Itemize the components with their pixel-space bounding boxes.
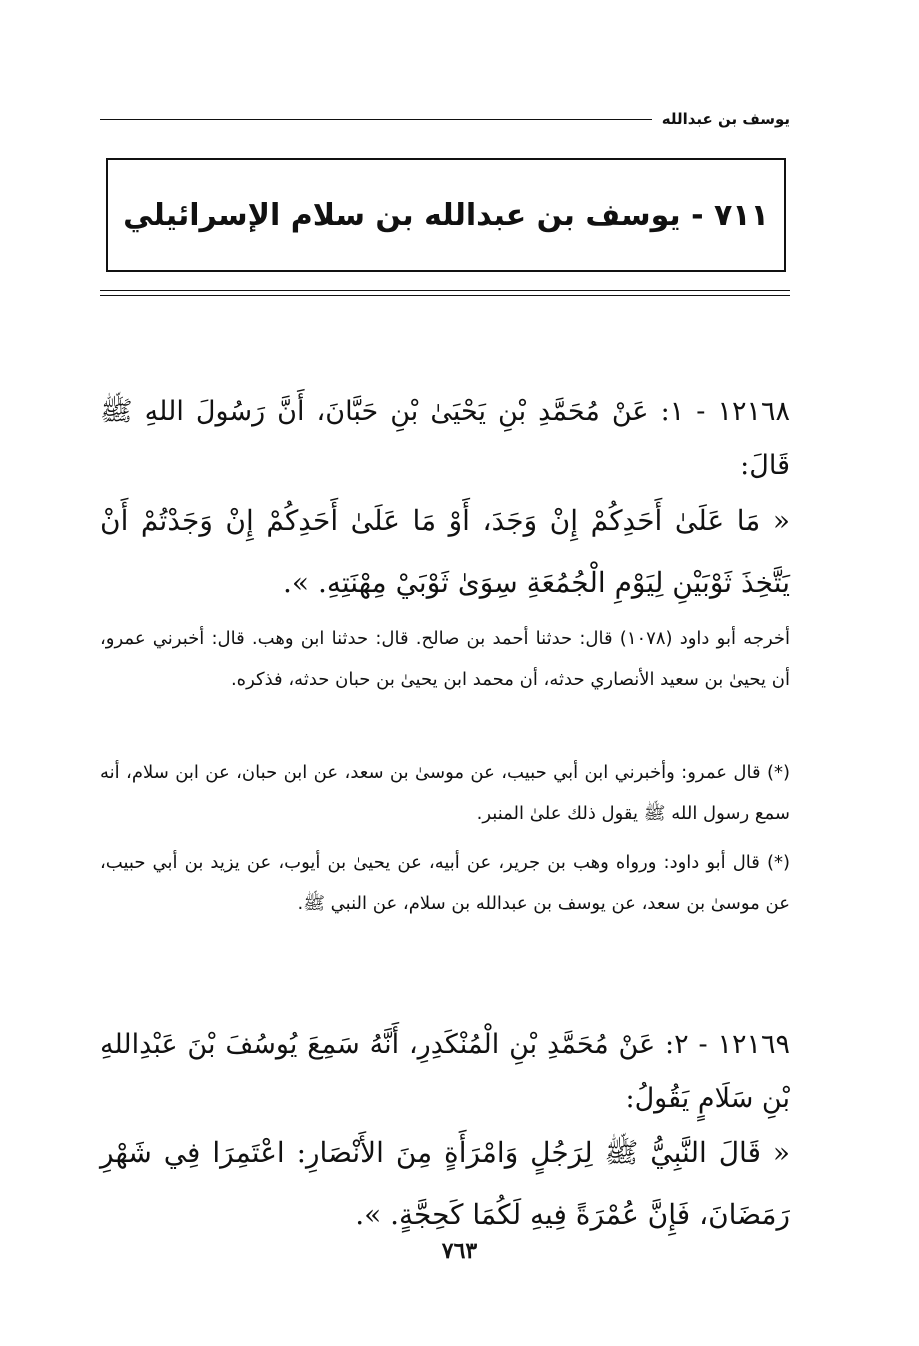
page-number: ٧٦٣ (441, 1238, 478, 1264)
chapter-title: ٧١١ - يوسف بن عبدالله بن سلام الإسرائيلي (123, 197, 769, 233)
running-title: يوسف بن عبدالله (661, 110, 790, 128)
hadith-1-isnad: ١٢١٦٨ - ١: عَنْ مُحَمَّدِ بْنِ يَحْيَىٰ بْنِ حَبَّانَ، أَنَّ رَسُولَ اللهِ ﷺ قَالَ: (100, 396, 790, 481)
running-header (100, 110, 790, 128)
hadith-2-isnad: ١٢١٦٩ - ٢: عَنْ مُحَمَّدِ بْنِ الْمُنْكَدِرِ، أَنَّهُ سَمِعَ يُوسُفَ بْنَ عَبْدِاللهِ بْنِ سَلَامٍ يَقُولُ: (100, 1029, 790, 1114)
header-rule (100, 119, 652, 120)
hadith-1-note-amr: (*) قال عمرو: وأخبرني ابن أبي حبيب، عن موسىٰ بن سعد، عن ابن حبان، عن ابن سلام، أنه سمع رسول الله ﷺ يقول ذلك علىٰ المنبر. (100, 762, 790, 824)
hadith-2-matn: « قَالَ النَّبِيُّ ﷺ لِرَجُلٍ وَامْرَأَةٍ مِنَ الأَنْصَارِ: اعْتَمِرَا فِي شَهْرِ رَمَضَانَ، فَإِنَّ عُمْرَةً فِيهِ لَكُمَا كَحِجَّةٍ. ». (100, 1136, 790, 1231)
section-divider-bottom (100, 295, 790, 296)
hadith-1-matn: « مَا عَلَىٰ أَحَدِكُمْ إِنْ وَجَدَ، أَوْ مَا عَلَىٰ أَحَدِكُمْ إِنْ وَجَدْتُمْ أَنْ يَتَّخِذَ ثَوْبَيْنِ لِيَوْمِ الْجُمُعَةِ سِوَىٰ ثَوْبَيْ مِهْنَتِهِ. ». (100, 504, 790, 599)
chapter-title-box (106, 158, 786, 272)
hadith-1-note-abudawud: (*) قال أبو داود: ورواه وهب بن جرير، عن أبيه، عن يحيىٰ بن أيوب، عن يزيد بن أبي حبيب، عن موسىٰ بن سعد، عن يوسف بن عبدالله بن سلام، عن النبي ﷺ. (100, 852, 790, 914)
section-divider-top (100, 290, 790, 291)
hadith-1-note-takhrij: أخرجه أبو داود (١٠٧٨) قال: حدثنا أحمد بن صالح. قال: حدثنا ابن وهب. قال: أخبرني عمرو، أن يحيىٰ بن سعيد الأنصاري حدثه، أن محمد ابن يحيىٰ بن حبان حدثه، فذكره. (100, 628, 791, 690)
